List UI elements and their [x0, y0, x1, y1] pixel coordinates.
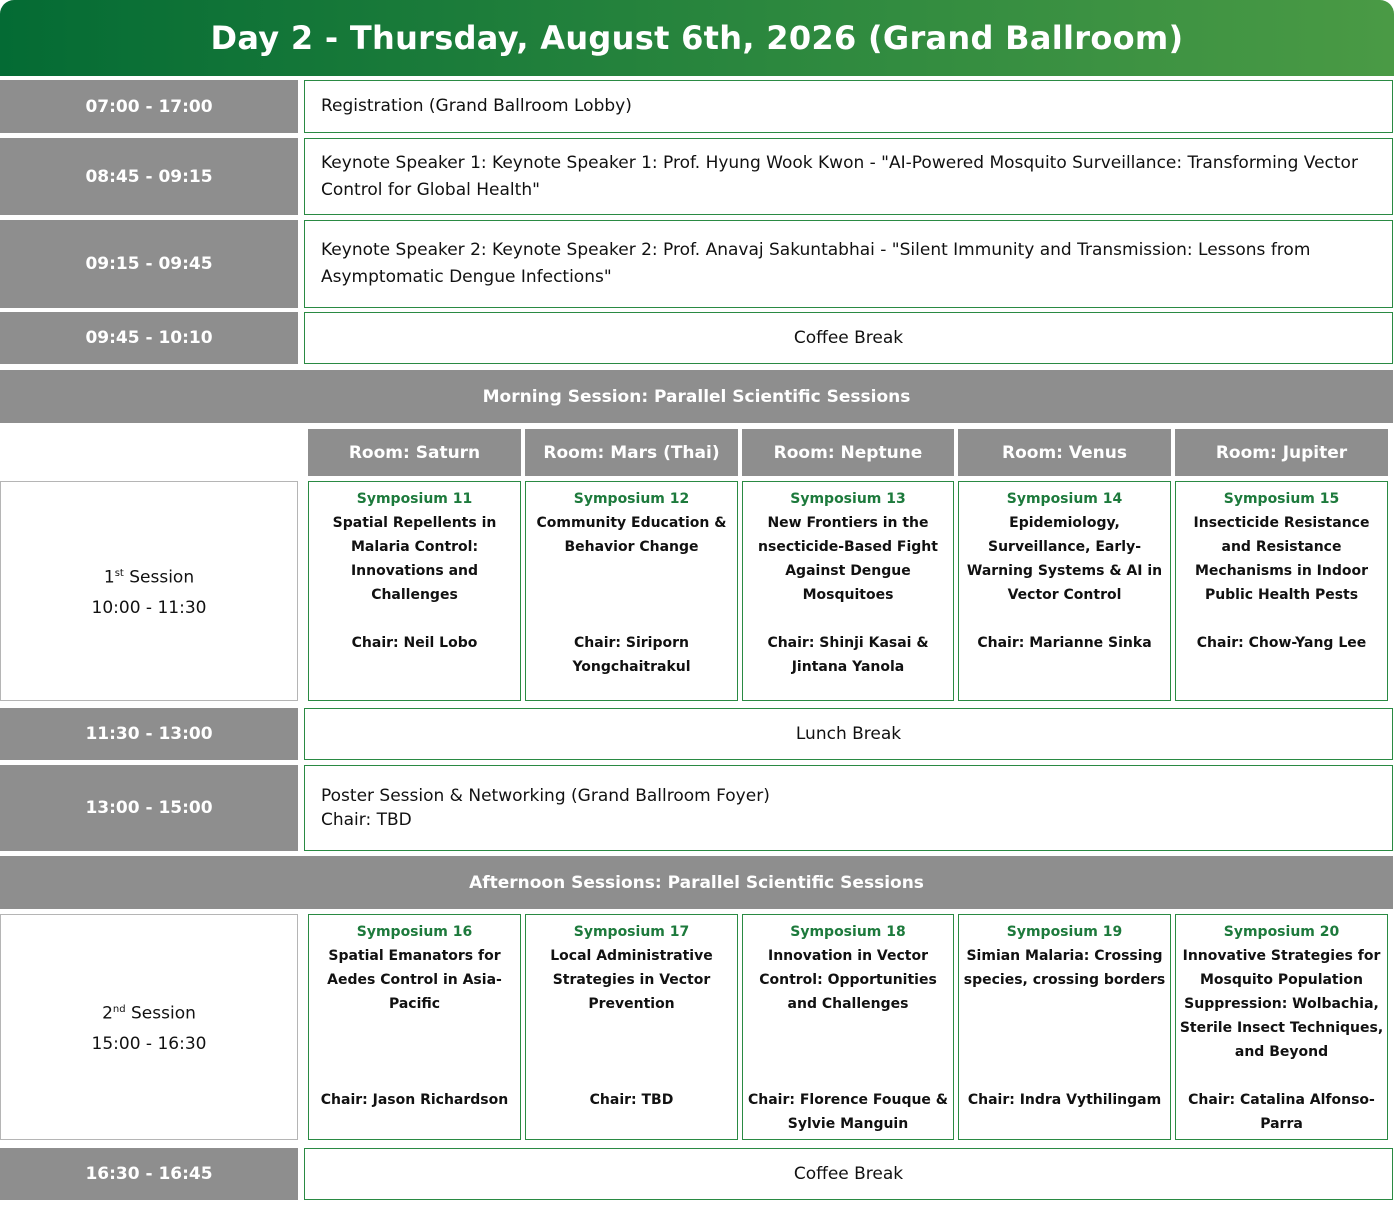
symposium-title: Spatial Repellents in Malaria Control: Innovations and Challenges — [332, 515, 497, 603]
session-label — [0, 481, 298, 701]
session-name: 1st Session — [103, 567, 195, 588]
room-header: Room: Neptune — [742, 429, 954, 476]
symposium-title: Spatial Emanators for Aedes Control in Asia-Pacific — [327, 948, 502, 1012]
symposium-number: Symposium 13 — [790, 491, 906, 507]
day-header — [0, 0, 1394, 76]
time-cell: 07:00 - 17:00 — [0, 80, 298, 133]
symposium-card — [958, 481, 1171, 701]
afternoon-session-banner: Afternoon Sessions: Parallel Scientific Sessions — [0, 856, 1393, 909]
symposium-number: Symposium 19 — [1006, 924, 1123, 940]
symposium-chair: Chair: Chow-Yang Lee — [1196, 635, 1367, 651]
symposium-card — [525, 481, 738, 701]
symposium-number: Symposium 14 — [1006, 491, 1123, 507]
morning-session-banner: Morning Session: Parallel Scientific Sessions — [0, 370, 1393, 423]
symposium-card — [1175, 914, 1388, 1140]
symposium-number: Symposium 20 — [1223, 924, 1340, 940]
symposium-chair: Chair: Siriporn Yongchaitrakul — [572, 635, 691, 675]
agenda-item-text: Keynote Speaker 1: Keynote Speaker 1: Prof. Hyung Wook Kwon - "AI-Powered Mosquito Surveillance: Transforming Vector Control for Global Health" — [321, 152, 1358, 200]
symposium-chair: Chair: Catalina Alfonso-Parra — [1188, 1092, 1375, 1132]
room-header: Room: Saturn — [308, 429, 521, 476]
symposium-title: Simian Malaria: Crossing species, crossing borders — [963, 948, 1166, 988]
symposium-chair: Chair: Florence Fouque & Sylvie Manguin — [747, 1092, 949, 1132]
symposium-title: Innovative Strategies for Mosquito Population Suppression: Wolbachia, Sterile Insect Techniques, and Beyond — [1179, 948, 1384, 1060]
symposium-title: Community Education & Behavior Change — [536, 515, 727, 555]
agenda-item — [304, 765, 1393, 851]
time-cell: 09:15 - 09:45 — [0, 220, 298, 308]
symposium-chair: Chair: TBD — [589, 1092, 674, 1108]
agenda-item — [304, 80, 1393, 133]
agenda-item-text: Coffee Break — [793, 327, 904, 348]
agenda-item — [304, 312, 1393, 364]
symposium-card — [958, 914, 1171, 1140]
symposium-chair: Chair: Jason Richardson — [320, 1092, 509, 1108]
symposium-chair: Chair: Marianne Sinka — [977, 635, 1152, 651]
agenda-item-chair: Chair: TBD — [321, 810, 412, 830]
symposium-card — [1175, 481, 1388, 701]
time-cell: 08:45 - 09:15 — [0, 138, 298, 215]
day-title: Day 2 - Thursday, August 6th, 2026 (Grand Ballroom) — [210, 19, 1184, 57]
room-header: Room: Mars (Thai) — [525, 429, 738, 476]
session-time: 10:00 - 11:30 — [91, 597, 207, 618]
agenda-item-text: Lunch Break — [795, 723, 902, 744]
agenda-item-text: Registration (Grand Ballroom Lobby) — [321, 96, 632, 116]
session-time: 15:00 - 16:30 — [91, 1033, 207, 1054]
room-header: Room: Venus — [958, 429, 1171, 476]
agenda-item-text: Coffee Break — [793, 1163, 904, 1184]
symposium-card — [742, 481, 954, 701]
symposium-title: Innovation in Vector Control: Opportunities and Challenges — [759, 948, 937, 1012]
symposium-number: Symposium 15 — [1223, 491, 1340, 507]
symposium-chair: Chair: Indra Vythilingam — [967, 1092, 1162, 1108]
agenda-item-text: Keynote Speaker 2: Keynote Speaker 2: Prof. Anavaj Sakuntabhai - "Silent Immunity and Transmission: Lessons from Asymptomatic Dengue Infections" — [321, 240, 1311, 287]
agenda-item — [304, 220, 1393, 308]
time-cell: 09:45 - 10:10 — [0, 312, 298, 364]
symposium-title: New Frontiers in the nsecticide-Based Fight Against Dengue Mosquitoes — [758, 515, 938, 603]
symposium-chair: Chair: Shinji Kasai & Jintana Yanola — [767, 635, 929, 675]
agenda-item — [304, 708, 1393, 760]
symposium-title: Epidemiology, Surveillance, Early-Warning Systems & AI in Vector Control — [966, 515, 1163, 603]
agenda-item — [304, 1148, 1393, 1200]
symposium-card — [308, 481, 521, 701]
agenda-item — [304, 138, 1393, 215]
time-cell: 16:30 - 16:45 — [0, 1148, 298, 1200]
symposium-number: Symposium 12 — [573, 491, 690, 507]
agenda-item-text: Poster Session & Networking (Grand Ballroom Foyer) — [321, 786, 770, 806]
symposium-number: Symposium 18 — [790, 924, 906, 940]
time-cell: 13:00 - 15:00 — [0, 765, 298, 851]
session-name: 2nd Session — [102, 1003, 196, 1024]
symposium-card — [525, 914, 738, 1140]
room-header: Room: Jupiter — [1175, 429, 1388, 476]
time-cell: 11:30 - 13:00 — [0, 708, 298, 760]
symposium-card — [742, 914, 954, 1140]
symposium-number: Symposium 17 — [573, 924, 690, 940]
symposium-title: Local Administrative Strategies in Vector Prevention — [550, 948, 713, 1012]
symposium-number: Symposium 16 — [356, 924, 473, 940]
symposium-chair: Chair: Neil Lobo — [351, 635, 478, 651]
symposium-card — [308, 914, 521, 1140]
symposium-title: Insecticide Resistance and Resistance Mechanisms in Indoor Public Health Pests — [1193, 515, 1370, 603]
symposium-number: Symposium 11 — [356, 491, 473, 507]
session-label — [0, 914, 298, 1140]
